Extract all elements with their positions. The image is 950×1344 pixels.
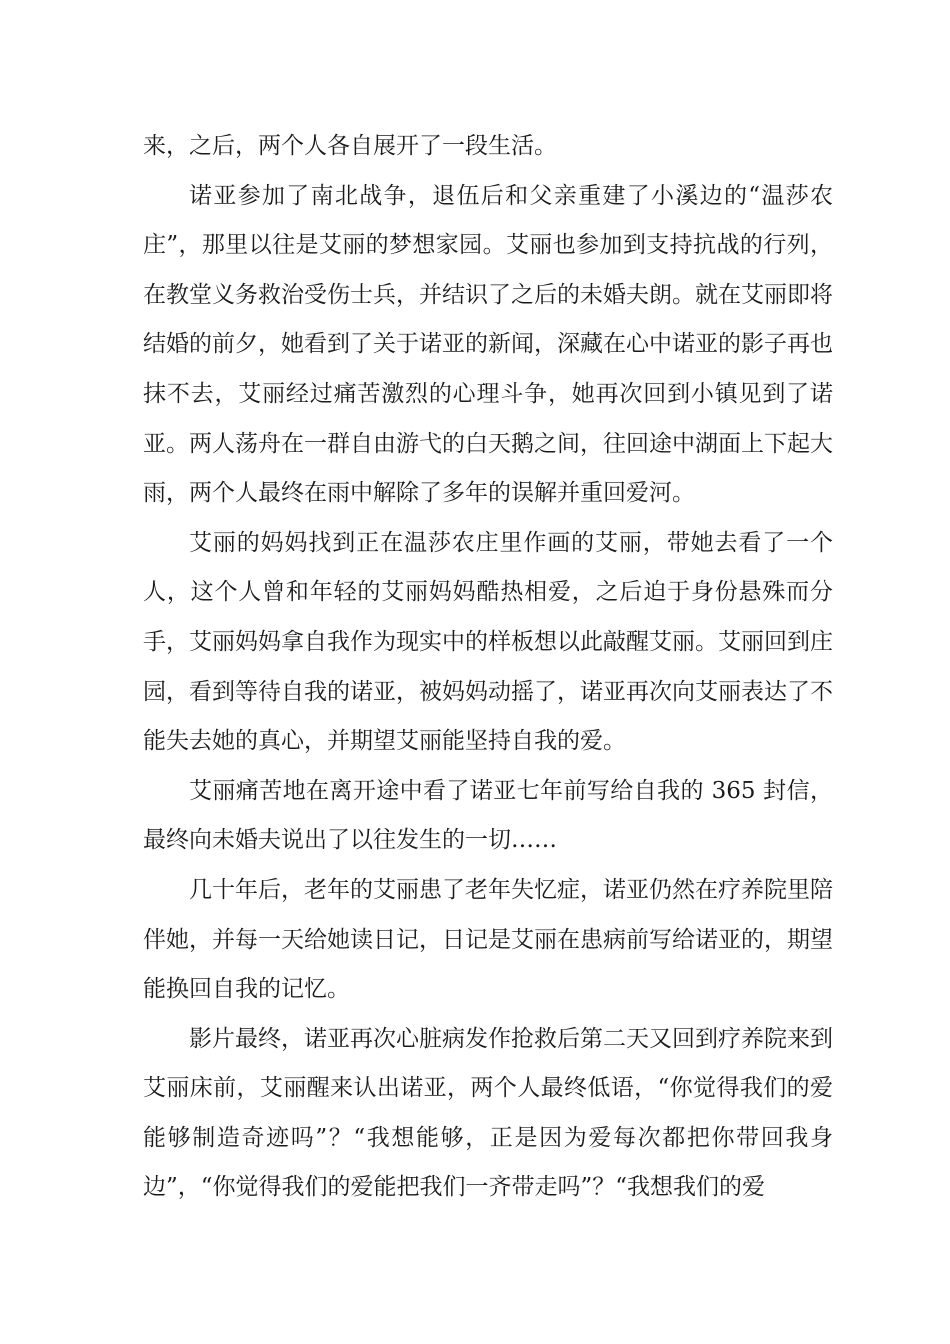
paragraph-mother: 艾丽的妈妈找到正在温莎农庄里作画的艾丽，带她去看了一个人，这个人曾和年轻的艾丽妈妈酷热相爱，之后迫于身份悬殊而分手，艾丽妈妈拿自我作为现实中的样板想以此敲醒艾丽。艾丽回到庄园，看到等待自我的诺亚，被妈妈动摇了，诺亚再次向艾丽表达了不能失去她的真心，并期望艾丽能坚持自我的爱。 — [143, 529, 833, 755]
paragraph-letters: 艾丽痛苦地在离开途中看了诺亚七年前写给自我的 365 封信，最终向未婚夫说出了以往发生的一切…… — [143, 777, 833, 854]
paragraph-continuation: 来，之后，两个人各自展开了一段生活。 — [143, 133, 557, 159]
document-body — [143, 122, 833, 1213]
paragraph-ending: 影片最终，诺亚再次心脏病发作抢救后第二天又回到疗养院来到艾丽床前，艾丽醒来认出诺亚，两个人最终低语，“你觉得我们的爱能够制造奇迹吗”？“我想能够，正是因为爱每次都把你带回我身边”，“你觉得我们的爱能把我们一齐带走吗”？“我想我们的爱 — [143, 1025, 833, 1201]
paragraph-noah-war: 诺亚参加了南北战争，退伍后和父亲重建了小溪边的“温莎农庄”，那里以往是艾丽的梦想家园。艾丽也参加到支持抗战的行列，在教堂义务救治受伤士兵，并结识了之后的未婚夫朗。就在艾丽即将结婚的前夕，她看到了关于诺亚的新闻，深藏在心中诺亚的影子再也抹不去，艾丽经过痛苦激烈的心理斗争，她再次回到小镇见到了诺亚。两人荡舟在一群自由游弋的白天鹅之间，往回途中湖面上下起大雨，两个人最终在雨中解除了多年的误解并重回爱河。 — [143, 182, 833, 507]
paragraph-decades-later: 几十年后，老年的艾丽患了老年失忆症，诺亚仍然在疗养院里陪伴她，并每一天给她读日记，日记是艾丽在患病前写给诺亚的，期望能换回自我的记忆。 — [143, 876, 833, 1003]
